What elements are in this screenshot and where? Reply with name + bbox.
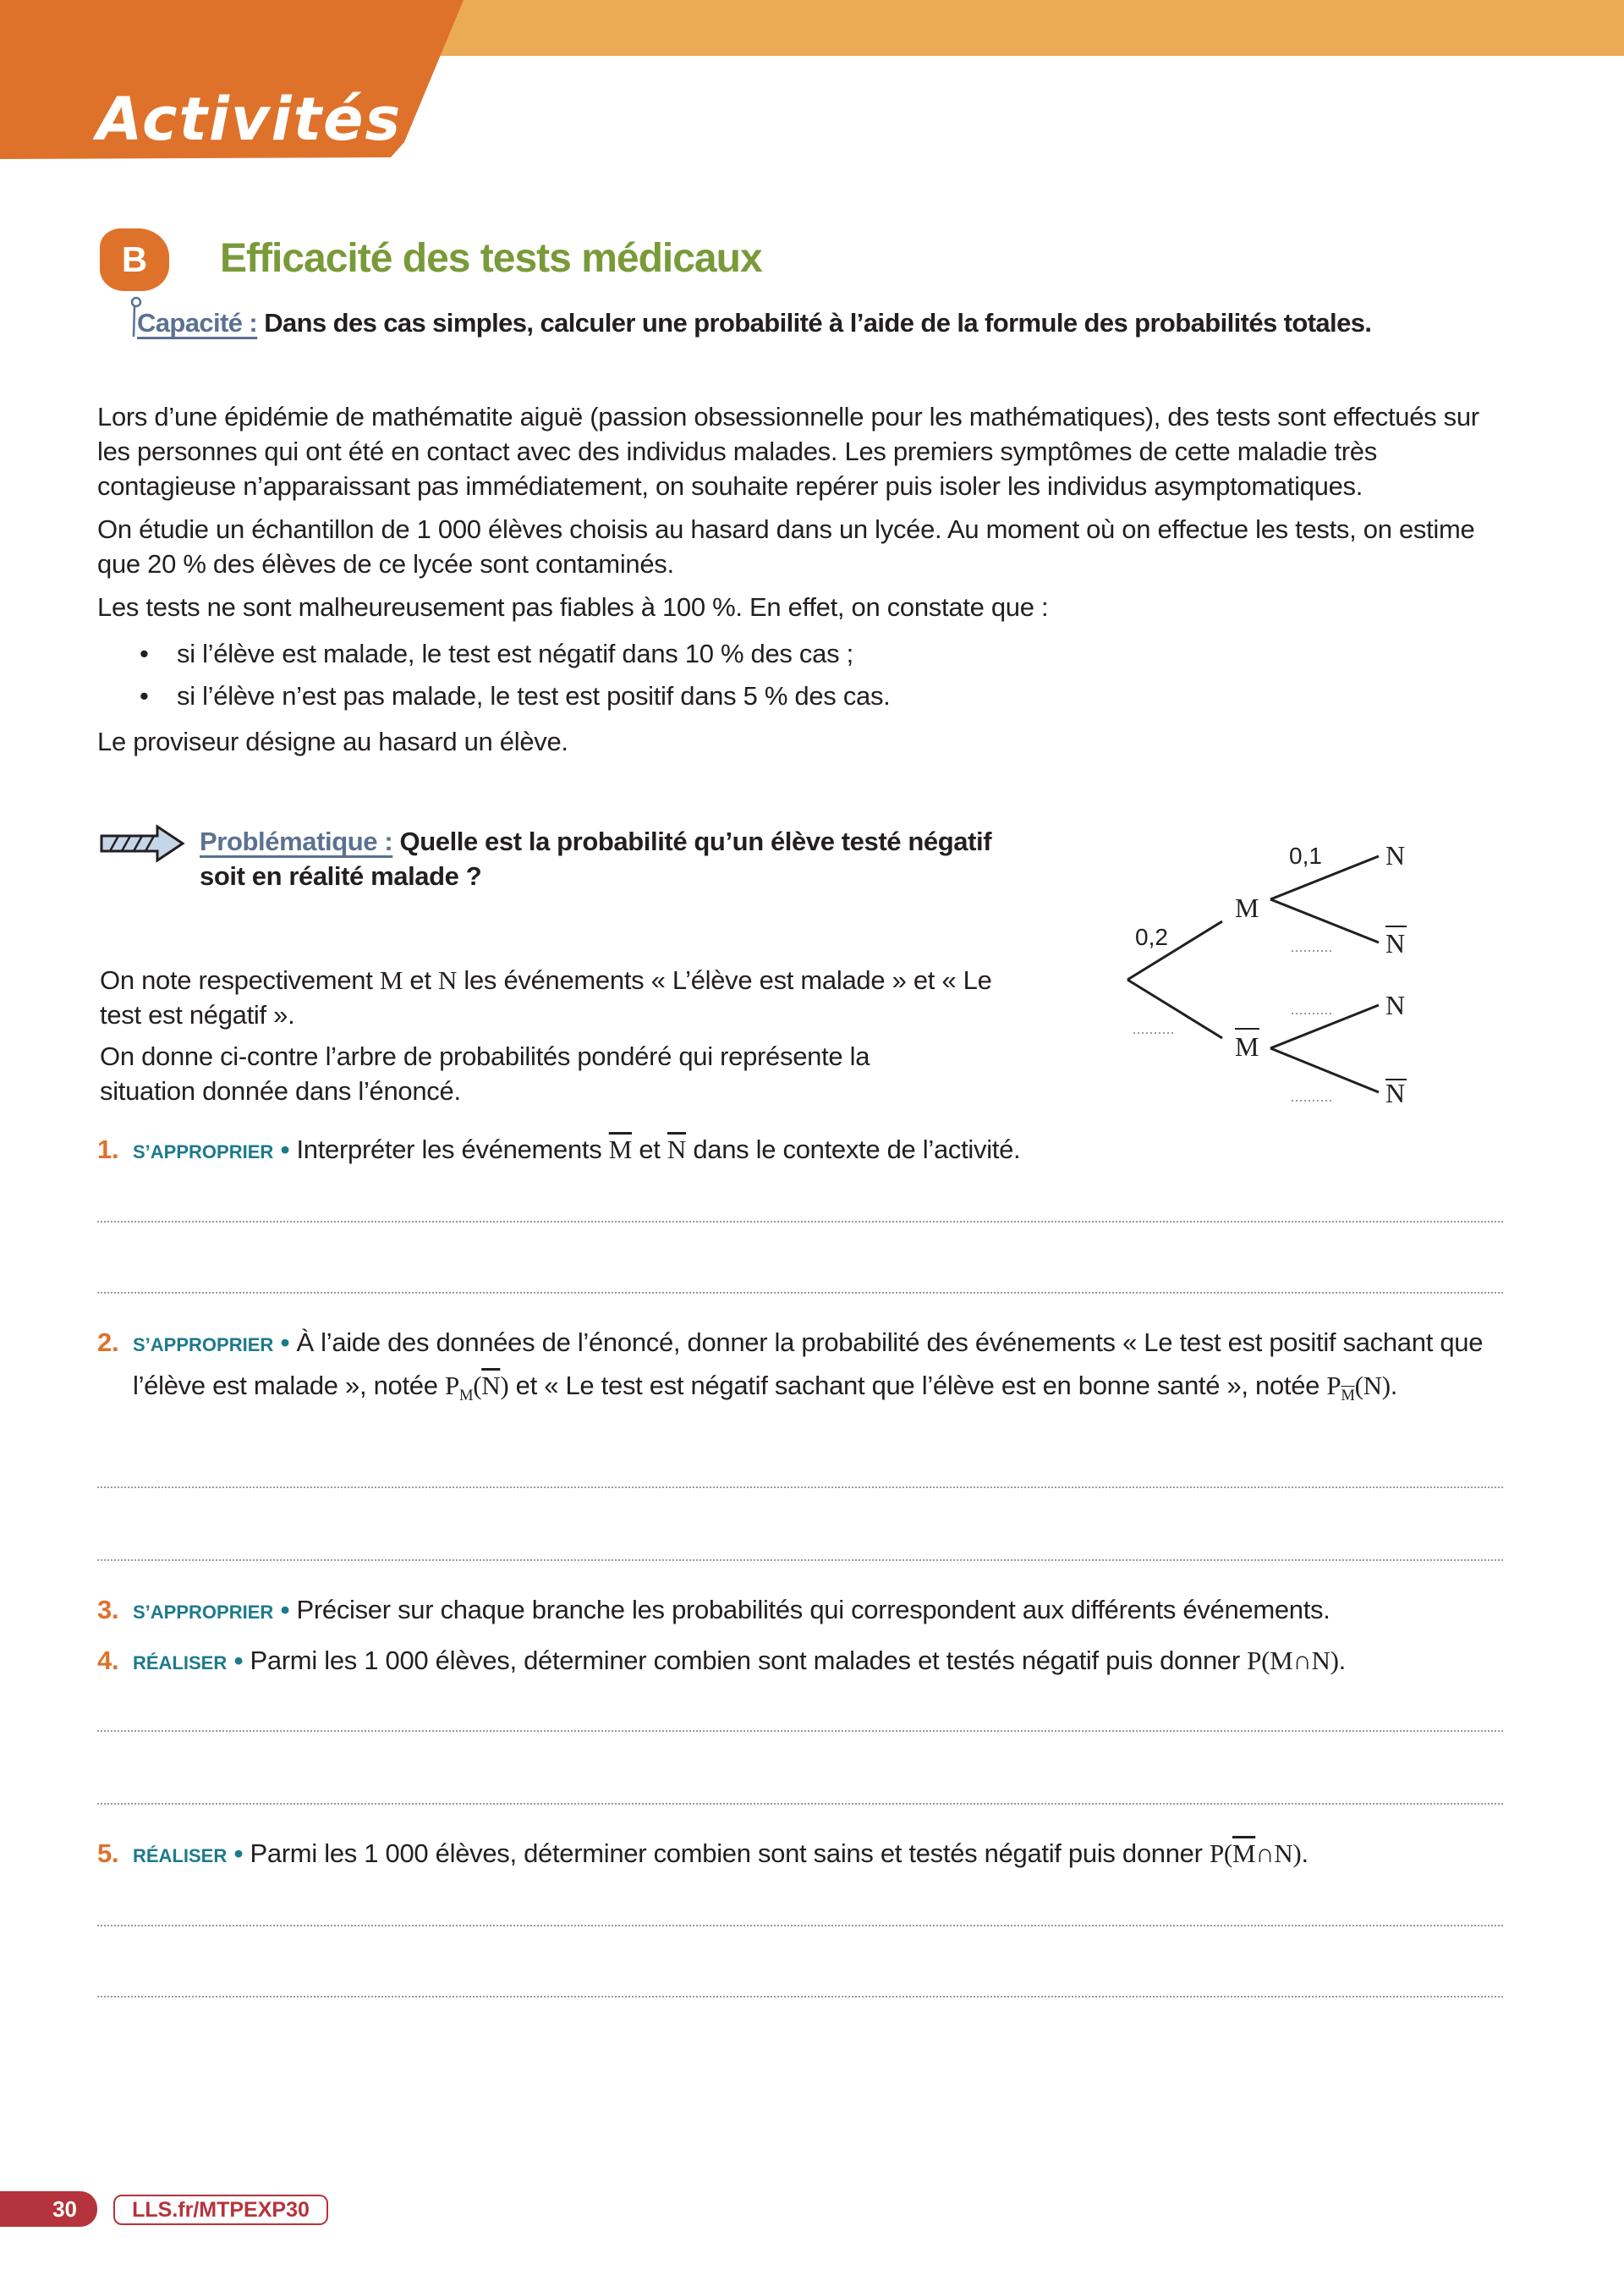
question-number: 2. [97,1327,119,1357]
question-1 [97,1129,1518,1173]
text: et [632,1135,667,1164]
answer-line[interactable] [97,1559,1503,1561]
skill-tag: S’APPROPRIER [133,1141,274,1162]
problematique-label: Problématique : [200,827,393,856]
section-title: Efficacité des tests médicaux [220,236,762,281]
text: Préciser sur chaque branche les probabilités qui correspondent aux différents événements. [296,1595,1330,1624]
separator: • [233,1646,244,1675]
page-title: Activités [96,85,403,154]
text: On note respectivement [100,965,380,995]
branch-mbar-n [1270,1005,1379,1048]
skill-tag: S’APPROPRIER [133,1602,274,1623]
text: À l’aide des données de l’énoncé, donner la probabilité des événements « Le test est positif sachant que l’élève est malade », notée [133,1327,1484,1400]
resource-link[interactable]: LLS.fr/MTPEXP30 [113,2195,328,2225]
branch-mbar-nbar [1270,1048,1379,1092]
skill-tag: RÉALISER [133,1845,228,1866]
skill-tag: S’APPROPRIER [133,1334,274,1355]
notation-text [100,963,996,1032]
problematique-text: Quelle est la probabilité qu’un élève testé négatif soit en réalité malade ? [200,827,992,891]
question-5 [97,1833,1518,1877]
question-2 [97,1322,1518,1416]
notation [100,963,996,1115]
node-nbar: N [1385,928,1406,959]
answer-line[interactable] [97,1221,1503,1223]
intro [97,399,1518,767]
question-number: 5. [97,1838,119,1868]
event-mbar: $\overline{M}$ [608,1135,633,1164]
branch-root-mbar [1127,980,1222,1038]
separator: • [233,1838,244,1868]
node-m: M [1235,893,1259,923]
answer-line[interactable] [97,1292,1503,1294]
text: Parmi les 1 000 élèves, déterminer combien sont sains et testés négatif puis donner [250,1838,1210,1868]
branch-m-n [1270,856,1379,899]
event-m: M [379,965,403,995]
text: les événements « L’élève est malade » et « Le test est négatif ». [100,965,992,1030]
weight-m-n: 0,1 [1289,843,1322,869]
node-mbar: M [1235,1031,1259,1062]
capacity-label: Capacité : [137,308,258,338]
intro-paragraph: Le proviseur désigne au hasard un élève. [97,727,568,756]
intro-paragraph: Lors d’une épidémie de mathématite aiguë (passion obsessionnelle pour les mathématiques), des tests sont effectués sur les personnes qui ont été en contact avec des individus malades. Les premiers symptômes de cette maladie très contagieuse n’apparaissant pas immédiatement, on souhaite repérer puis isoler les individus asymptomatiques. [97,402,1479,501]
skill-tag: RÉALISER [133,1652,228,1673]
capacity-text: Dans des cas simples, calculer une probabilité à l’aide de la formule des probabilités totales. [264,308,1372,338]
question-4 [97,1640,1518,1684]
node-n: N [1385,840,1406,871]
node-nbar: N [1385,1078,1406,1108]
separator: • [280,1327,290,1357]
node-n: N [1385,990,1406,1020]
text: Interpréter les événements [296,1135,609,1164]
branch-m-nbar [1270,899,1379,942]
text: Parmi les 1 000 élèves, déterminer combien sont malades et testés négatif puis donner [250,1646,1248,1675]
answer-line[interactable] [97,1730,1503,1732]
notation-tree-text: On donne ci-contre l’arbre de probabilités pondéré qui représente la situation donnée dans l’énoncé. [100,1041,870,1106]
question-number: 4. [97,1646,119,1675]
text: et « Le test est négatif sachant que l’élève est en bonne santé », notée [508,1371,1327,1400]
arrow-icon [98,824,188,863]
list-item: • si l’élève est malade, le test est négatif dans 10 % des cas ; [97,633,1518,675]
text: . [1338,1646,1346,1675]
text: . [1390,1371,1398,1400]
answer-line[interactable] [97,1925,1503,1926]
answer-line[interactable] [97,1803,1503,1805]
separator: • [280,1595,290,1624]
formula-pm-nbar: $P_M(\overline{N})$ [445,1371,509,1405]
text: . [1301,1838,1309,1868]
event-n: N [438,965,458,995]
section-badge: B [100,228,169,291]
text: dans le contexte de l’activité. [686,1135,1021,1164]
answer-line[interactable] [97,1486,1503,1488]
probability-tree [1100,812,1455,1125]
event-nbar: $\overline{N}$ [667,1135,686,1164]
formula-pmbar-n: $P_{\overline{M}}(N)$ [1326,1371,1391,1405]
intro-paragraph: Les tests ne sont malheureusement pas fiables à 100 %. En effet, on constate que : [97,592,1049,622]
formula-p-mbar-cap-n: $P(\overline{M}\cap N)$ [1209,1838,1302,1868]
formula-p-m-cap-n: P(M∩N) [1247,1646,1339,1675]
weight-root-m: 0,2 [1135,924,1168,950]
question-number: 1. [97,1135,119,1164]
conditions-list [97,633,1518,717]
problematique [200,824,1012,893]
page-number: 30 [0,2191,97,2227]
question-number: 3. [97,1595,119,1624]
intro-paragraph: On étudie un échantillon de 1 000 élèves choisis au hasard dans un lycée. Au moment où on effectue les tests, on estime que 20 % des élèves de ce lycée sont contaminés. [97,514,1475,579]
question-3 [97,1590,1518,1633]
capacity-line [137,308,1371,338]
answer-line[interactable] [97,1996,1503,1997]
text: et [403,965,438,995]
separator: • [280,1135,290,1164]
list-item: • si l’élève n’est pas malade, le test est positif dans 5 % des cas. [97,675,1518,717]
